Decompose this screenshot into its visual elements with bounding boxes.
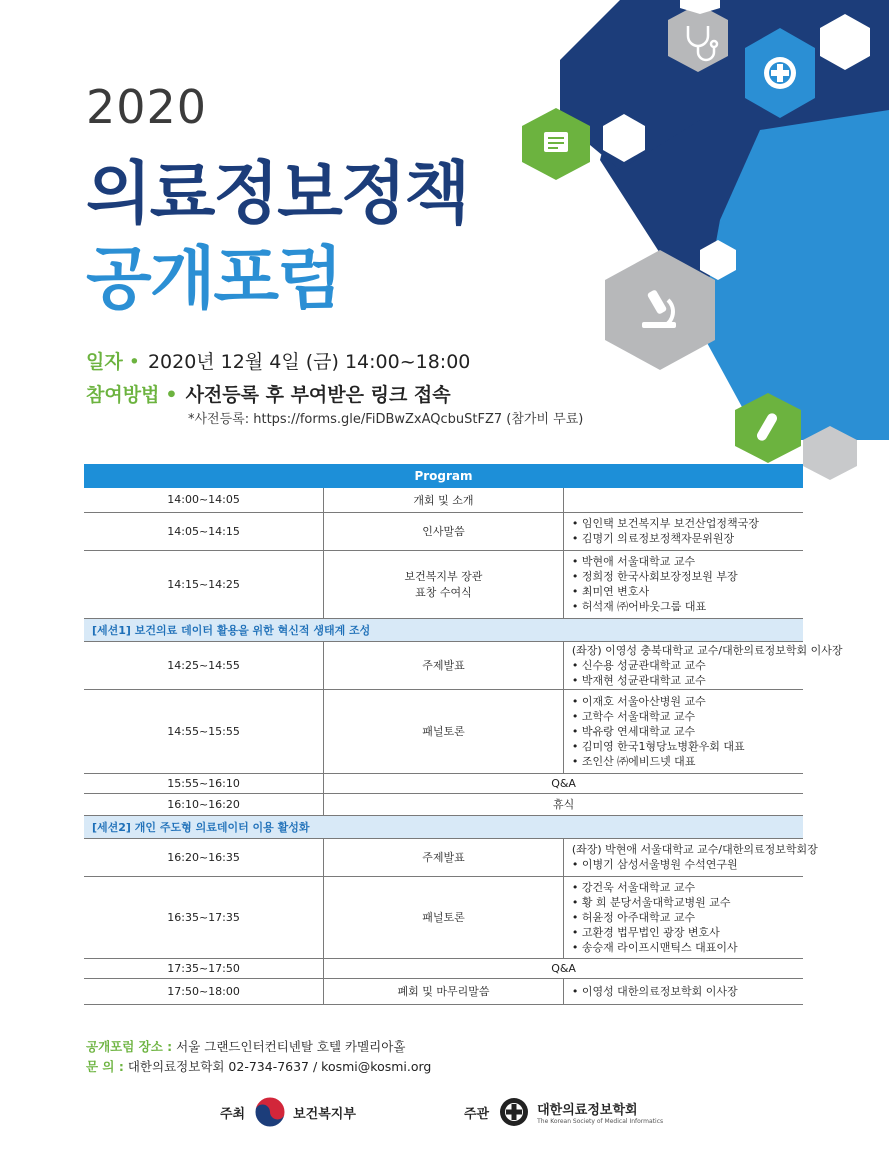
- program-people: [563, 550, 803, 618]
- program-person: • 황 희 분당서울대학교병원 교수: [572, 895, 797, 910]
- method-label: 참여방법: [86, 384, 160, 406]
- program-event: 주제발표: [324, 641, 564, 689]
- program-row: [84, 641, 803, 689]
- session-title: [세션1] 보건의료 데이터 활용을 위한 혁신적 생태계 조성: [84, 618, 803, 641]
- program-people: [563, 512, 803, 550]
- session-row: [84, 815, 803, 838]
- program-people: [563, 838, 818, 876]
- program-time: 17:35~17:50: [84, 958, 324, 978]
- program-person: • 송승재 라이프시맨틱스 대표이사: [572, 940, 797, 955]
- organizer-name-block: [537, 1099, 663, 1125]
- program-person: • 이영성 대한의료정보학회 이사장: [572, 984, 797, 999]
- program-event-line: 보건복지부 장관: [404, 570, 483, 583]
- program-row: [84, 488, 803, 512]
- date-value: 2020년 12월 4일 (금) 14:00~18:00: [147, 351, 471, 373]
- program-people: [563, 689, 803, 773]
- medical-emblem-icon: [764, 57, 796, 89]
- date-label: 일자: [86, 351, 123, 373]
- program-person: • 임인택 보건복지부 보건산업정책국장: [572, 516, 797, 531]
- program-people: [563, 488, 803, 512]
- program-row: [84, 773, 803, 793]
- program-row: [84, 978, 803, 1004]
- event-year: 2020: [86, 80, 208, 134]
- date-info: [86, 347, 470, 374]
- kosmi-logo-icon: [497, 1095, 531, 1129]
- program-event-line: 표창 수여식: [415, 586, 472, 599]
- chart-board-icon: [544, 132, 568, 152]
- program-event: 폐회 및 마무리말씀: [324, 978, 564, 1004]
- venue-value: 서울 그랜드인터컨티넨탈 호텔 카멜리아홀: [176, 1039, 406, 1054]
- program-person: • 신수용 성균관대학교 교수: [572, 658, 797, 673]
- program-time: 14:05~14:15: [84, 512, 324, 550]
- program-event: 인사말씀: [324, 512, 564, 550]
- session-row: [84, 618, 803, 641]
- session-title: [세션2] 개인 주도형 의료데이터 이용 활성화: [84, 815, 803, 838]
- organizer-role: 주관: [464, 1106, 490, 1122]
- program-time: 16:10~16:20: [84, 793, 324, 815]
- event-title-line2: 공개포럼: [86, 240, 341, 319]
- program-row: [84, 512, 803, 550]
- program-person: • 이재호 서울아산병원 교수: [572, 694, 797, 709]
- program-person: • 김미영 한국1형당뇨병환우회 대표: [572, 739, 797, 754]
- program-time: 15:55~16:10: [84, 773, 324, 793]
- program-person: • 김명기 의료정보정책자문위원장: [572, 531, 797, 546]
- program-event: [324, 550, 564, 618]
- program-span-event: Q&A: [324, 958, 803, 978]
- program-row: [84, 550, 803, 618]
- session-chair: (좌장) 박현애 서울대학교 교수/대한의료정보학회장: [571, 843, 818, 856]
- session-chair: (좌장) 이영성 충북대학교 교수/대한의료정보학회 이사장: [571, 643, 843, 657]
- taegeuk-logo-icon: [253, 1095, 287, 1129]
- program-person: • 강건욱 서울대학교 교수: [572, 880, 797, 895]
- program-person: • 박현애 서울대학교 교수: [572, 554, 797, 569]
- program-time: 16:35~17:35: [84, 876, 324, 958]
- program-person: • 박유랑 연세대학교 교수: [572, 724, 797, 739]
- program-person: • 이병기 삼성서울병원 수석연구원: [572, 857, 797, 872]
- program-table: [84, 464, 843, 1005]
- program-person: • 조인산 ㈜에비드넷 대표: [572, 754, 797, 769]
- program-time: 17:50~18:00: [84, 978, 324, 1004]
- contact-info: [86, 1057, 431, 1075]
- program-header-row: [84, 464, 803, 488]
- program-row: [84, 958, 803, 978]
- program-time: 14:25~14:55: [84, 641, 324, 689]
- host-org: [220, 1092, 356, 1132]
- program-row: [84, 838, 803, 876]
- program-person: • 고학수 서울대학교 교수: [572, 709, 797, 724]
- program-span-event: Q&A: [324, 773, 803, 793]
- method-value: 사전등록 후 부여받은 링크 접속: [185, 384, 451, 406]
- footer: [0, 1092, 889, 1132]
- program-title: Program: [84, 464, 803, 488]
- date-bullet-icon: •: [128, 351, 140, 373]
- program-row: [84, 793, 803, 815]
- program-row: [84, 689, 803, 773]
- host-name: 보건복지부: [293, 1106, 356, 1122]
- event-title-line1: 의료정보정책: [86, 155, 469, 234]
- contact-label: 문 의 :: [86, 1059, 124, 1074]
- program-event: 개회 및 소개: [324, 488, 564, 512]
- venue-label: 공개포럼 장소 :: [86, 1039, 173, 1054]
- program-person: • 고환경 법무법인 광장 변호사: [572, 925, 797, 940]
- program-time: 16:20~16:35: [84, 838, 324, 876]
- program-span-event: 휴식: [324, 793, 803, 815]
- program-person: • 박재현 성균관대학교 교수: [572, 673, 797, 688]
- program-person: • 정희정 한국사회보장정보원 부장: [572, 569, 797, 584]
- program-people: [563, 978, 803, 1004]
- program-person: • 허석재 ㈜어바웃그룹 대표: [572, 599, 797, 614]
- venue-info: [86, 1037, 405, 1055]
- program-time: 14:00~14:05: [84, 488, 324, 512]
- method-info: [86, 380, 451, 407]
- program-person: • 최미연 변호사: [572, 584, 797, 599]
- program-people: [563, 641, 843, 689]
- organizer-subtitle: The Korean Society of Medical Informatics: [537, 1118, 664, 1125]
- method-bullet-icon: •: [165, 384, 178, 406]
- program-row: [84, 876, 803, 958]
- program-event: 패널토론: [324, 876, 564, 958]
- program-time: 14:15~14:25: [84, 550, 324, 618]
- program-people: [563, 876, 803, 958]
- program-event: 패널토론: [324, 689, 564, 773]
- program-time: 14:55~15:55: [84, 689, 324, 773]
- program-body: [84, 488, 843, 1004]
- program-event: 주제발표: [324, 838, 564, 876]
- host-role: 주최: [220, 1106, 246, 1122]
- registration-note: *사전등록: https://forms.gle/FiDBwZxAQcbuStFZ7 (참가비 무료): [188, 412, 584, 427]
- program-person: • 허윤정 아주대학교 교수: [572, 910, 797, 925]
- organizer-org: [464, 1092, 663, 1132]
- contact-value: 대한의료정보학회 02-734-7637 / kosmi@kosmi.org: [127, 1059, 432, 1074]
- organizer-name: 대한의료정보학회: [537, 1103, 638, 1118]
